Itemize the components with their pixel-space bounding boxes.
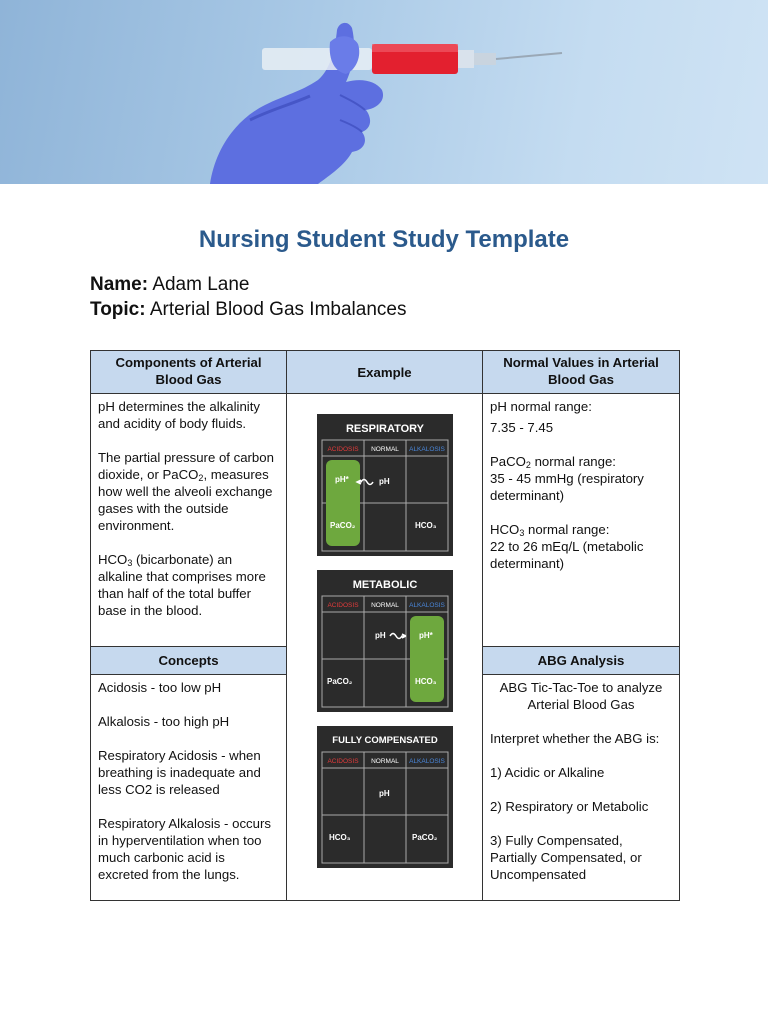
components-cell [91,394,287,647]
hero-image [0,0,768,184]
svg-text:pH: pH [378,789,390,798]
header-example: Example [287,351,483,394]
normal-values-cell [483,394,680,647]
name-line [90,274,250,296]
svg-text:ACIDOSIS: ACIDOSIS [326,602,359,609]
components-ph: pH determines the alkalinity and acidity of body fluids. [98,399,260,431]
components-hco3: $HCO_3$ (bicarbonate) an alkaline that comprises more than half of the total buffer base in the blood. [98,552,266,618]
ph-range-label: pH normal range: [490,399,592,414]
header-abg-analysis: ABG Analysis [483,647,680,675]
page-title: Nursing Student Study Template [198,226,570,253]
svg-text:HCO₃: HCO₃ [414,677,436,686]
abg-interpret: Interpret whether the ABG is: [490,731,660,746]
abg-analysis-cell [483,675,680,901]
abg-step-3: 3) Fully Compensated, Partially Compensated, or Uncompensated [490,833,642,882]
svg-text:PaCO₂: PaCO₂ [326,677,352,686]
concepts-cell [91,675,287,901]
respiratory-title: RESPIRATORY [345,423,424,435]
respiratory-grid [317,414,453,556]
svg-text:pH*: pH* [418,631,433,640]
col-normal: NORMAL [370,446,399,453]
col-acidosis: ACIDOSIS [326,446,359,453]
header-components: Components of Arterial Blood Gas [91,351,287,394]
header-normal-values: Normal Values in Arterial Blood Gas [483,351,680,394]
svg-text:HCO₃: HCO₃ [328,833,350,842]
svg-text:ALKALOSIS: ALKALOSIS [408,758,445,765]
example-cell [287,394,483,901]
topic-label: Topic: [90,299,146,320]
hco3-range-value: 22 to 26 mEq/L (metabolic determinant) [490,539,644,571]
name-label: Name: [90,274,149,295]
svg-text:ACIDOSIS: ACIDOSIS [326,758,359,765]
abg-step-2: 2) Respiratory or Metabolic [490,799,649,814]
paco2-range-label: PaCO$_2$ normal range: [490,454,616,470]
concept-alkalosis: Alkalosis - too high pH [98,714,230,729]
svg-text:ALKALOSIS: ALKALOSIS [408,602,445,609]
svg-text:PaCO₂: PaCO₂ [329,521,355,530]
fully-compensated-grid [317,726,453,868]
topic-value: Arterial Blood Gas Imbalances [149,299,407,320]
svg-text:pH: pH [378,477,390,486]
col-alkalosis: ALKALOSIS [408,446,445,453]
concept-acidosis: Acidosis - too low pH [98,680,222,695]
paco2-range-value: 35 - 45 mmHg (respiratory determinant) [490,471,644,503]
svg-text:PaCO₂: PaCO₂ [411,833,437,842]
concept-respiratory-acidosis: Respiratory Acidosis - when breathing is inadequate and less CO2 is released [98,748,261,797]
concept-respiratory-alkalosis: Respiratory Alkalosis - occurs in hyperventilation when too much carbonic acid is excreted from the lungs. [98,816,271,882]
components-paco2: The partial pressure of carbon dioxide, or PaCO$_2$, measures how well the alveoli exchange gases with the outside environment. [98,450,274,533]
svg-text:HCO₃: HCO₃ [414,521,436,530]
study-table [90,350,680,901]
ph-range-value: 7.35 - 7.45 [490,420,554,435]
svg-text:NORMAL: NORMAL [370,602,399,609]
svg-text:pH*: pH* [334,475,349,484]
name-value: Adam Lane [152,274,250,295]
syringe-glove-illustration [0,0,768,184]
abg-intro: ABG Tic-Tac-Toe to analyze Arterial Blood Gas [499,680,663,712]
svg-text:NORMAL: NORMAL [370,758,399,765]
topic-line [90,299,406,321]
header-concepts: Concepts [91,647,287,675]
hco3-range-label: $HCO_3$ normal range: [490,522,610,538]
svg-text:pH: pH [374,631,386,640]
metabolic-grid [317,570,453,712]
metabolic-title: METABOLIC [352,579,417,591]
abg-step-1: 1) Acidic or Alkaline [490,765,605,780]
fully-compensated-title: FULLY COMPENSATED [331,735,438,746]
